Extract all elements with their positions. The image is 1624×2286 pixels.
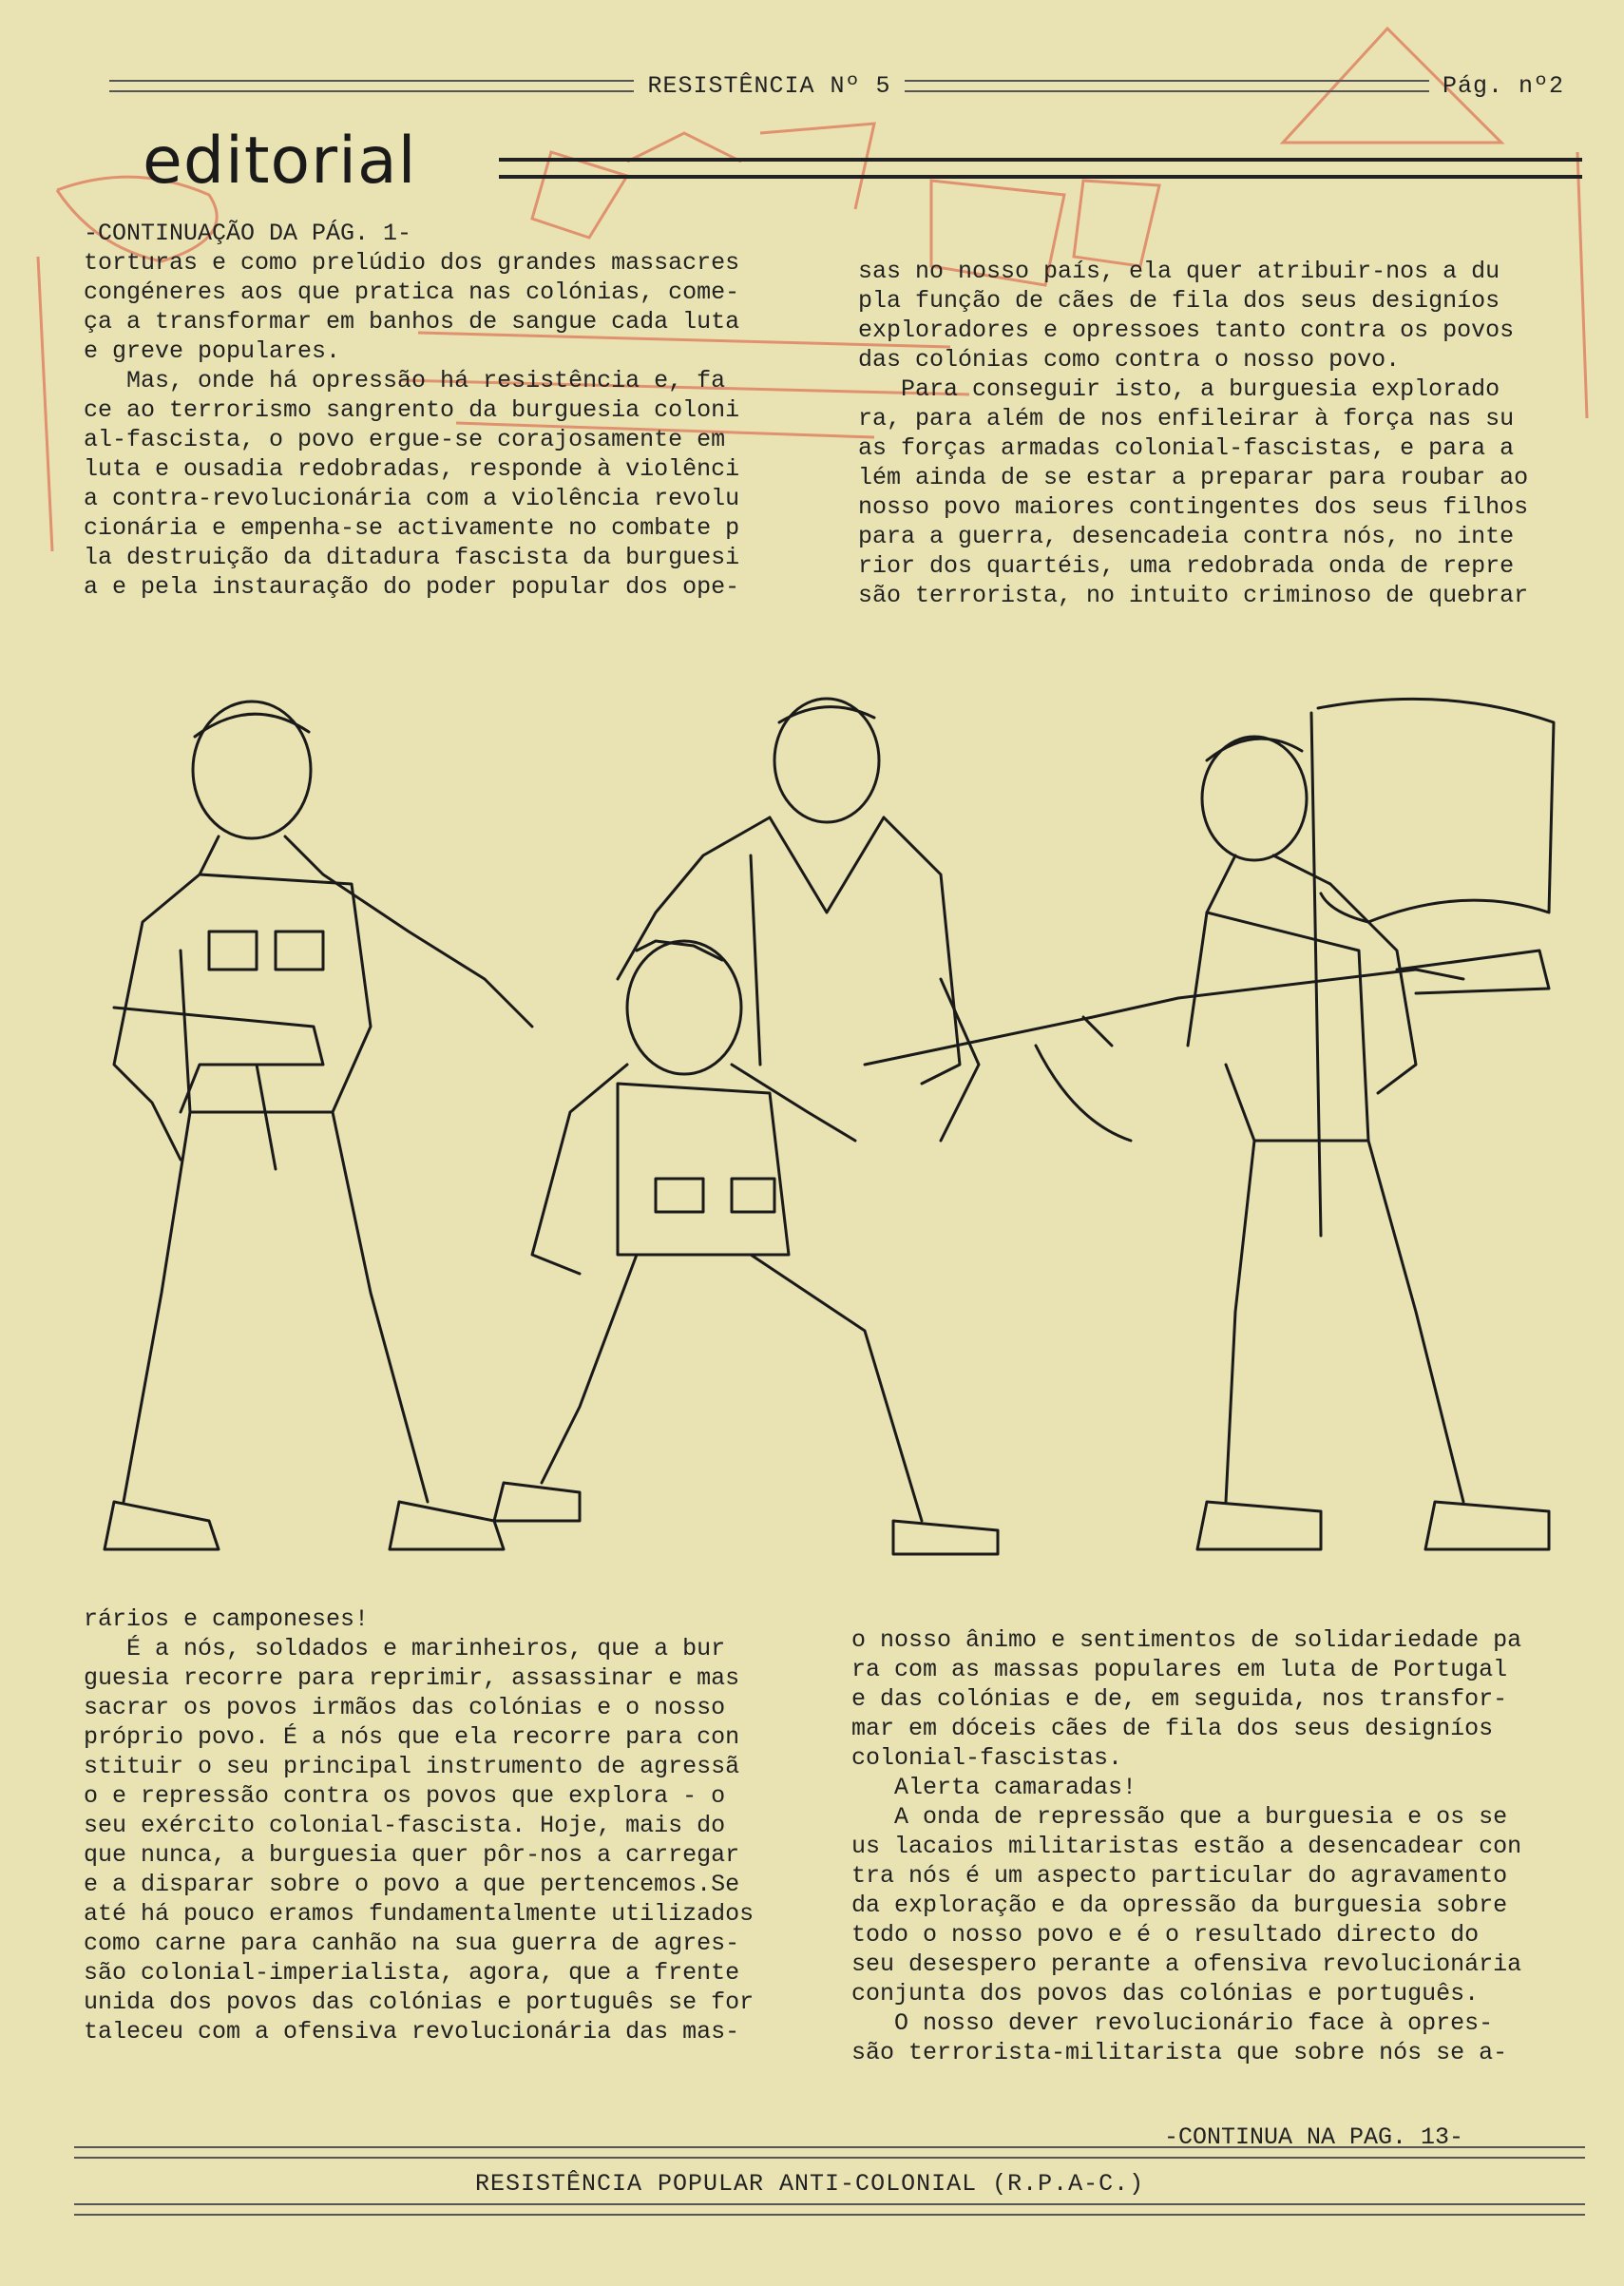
text-line: as forças armadas colonial-fascistas, e para a bbox=[858, 434, 1515, 462]
text-line: ra, para além de nos enfileirar à força nas su bbox=[858, 405, 1515, 432]
text-line: Para conseguir isto, a burguesia explorado bbox=[858, 375, 1500, 403]
text-line: e a disparar sobre o povo a que pertencemos.Se bbox=[84, 1871, 740, 1898]
text-line: lém ainda de se estar a preparar para roubar ao bbox=[858, 464, 1529, 491]
text-line: Mas, onde há opressão há resistência e, fa bbox=[84, 367, 726, 394]
text-line: ce ao terrorismo sangrento da burguesia coloni bbox=[84, 396, 740, 424]
text-line: o e repressão contra os povos que explora - o bbox=[84, 1782, 726, 1810]
text-line: ça a transformar em banhos de sangue cada luta bbox=[84, 308, 740, 336]
text-line: stituir o seu principal instrumento de agressã bbox=[84, 1753, 740, 1780]
text-line: a e pela instauração do poder popular dos ope- bbox=[84, 573, 740, 601]
text-line: seu exército colonial-fascista. Hoje, mais do bbox=[84, 1812, 726, 1839]
text-line: congéneres aos que pratica nas colónias, come- bbox=[84, 279, 740, 306]
text-column-bottom-right bbox=[851, 1625, 1521, 2067]
text-line: torturas e como prelúdio dos grandes massacres bbox=[84, 249, 740, 277]
text-line: pla função de cães de fila dos seus designíos bbox=[858, 287, 1500, 315]
section-title-rule bbox=[499, 158, 1582, 179]
text-line: são terrorista, no intuito criminoso de quebrar bbox=[858, 582, 1529, 609]
footer-rule-top bbox=[74, 2146, 1585, 2159]
footer-rule-bottom bbox=[74, 2203, 1585, 2216]
text-line: luta e ousadia redobradas, responde à violênci bbox=[84, 455, 740, 483]
header-rule-left bbox=[109, 80, 634, 92]
text-line: todo o nosso povo e é o resultado directo do bbox=[851, 1921, 1480, 1949]
text-line: nosso povo maiores contingentes dos seus filhos bbox=[858, 493, 1529, 521]
text-line: cionária e empenha-se activamente no combate p bbox=[84, 514, 740, 542]
header-rule-right bbox=[905, 80, 1429, 92]
text-line: A onda de repressão que a burguesia e os se bbox=[851, 1803, 1508, 1831]
continuation-note: -CONTINUA NA PAG. 13- bbox=[1164, 2123, 1464, 2151]
text-line: unida dos povos das colónias e português se for bbox=[84, 1988, 755, 2016]
footer-organization: RESISTÊNCIA POPULAR ANTI-COLONIAL (R.P.A-C.) bbox=[475, 2170, 1145, 2198]
text-line: das colónias como contra o nosso povo. bbox=[858, 346, 1401, 374]
text-line: para a guerra, desencadeia contra nós, no inte bbox=[858, 523, 1515, 550]
text-line: e das colónias e de, em seguida, nos transfor- bbox=[851, 1685, 1508, 1713]
text-line: como carne para canhão na sua guerra de agres- bbox=[84, 1930, 740, 1957]
text-line: seu desespero perante a ofensiva revolucionária bbox=[851, 1950, 1522, 1978]
text-line: sas no nosso país, ela quer atribuir-nos a du bbox=[858, 258, 1500, 285]
text-column-bottom-left bbox=[84, 1604, 754, 2046]
section-title: editorial bbox=[143, 124, 417, 199]
text-line: conjunta dos povos das colónias e português. bbox=[851, 1980, 1480, 2007]
text-line: É a nós, soldados e marinheiros, que a bur bbox=[84, 1635, 726, 1662]
text-line: la destruição da ditadura fascista da burguesi bbox=[84, 544, 740, 571]
text-line: al-fascista, o povo ergue-se corajosamente em bbox=[84, 426, 726, 453]
illustration-soldiers bbox=[86, 665, 1587, 1597]
text-line: próprio povo. É a nós que ela recorre para con bbox=[84, 1723, 740, 1751]
text-line: taleceu com a ofensiva revolucionária das mas- bbox=[84, 2018, 740, 2046]
text-line: guesia recorre para reprimir, assassinar e mas bbox=[84, 1664, 740, 1692]
text-line: da exploração e da opressão da burguesia sobre bbox=[851, 1892, 1508, 1919]
text-line: O nosso dever revolucionário face à opres- bbox=[851, 2009, 1494, 2037]
text-column-top-right bbox=[858, 257, 1528, 610]
text-line: a contra-revolucionária com a violência revolu bbox=[84, 485, 740, 512]
text-line: o nosso ânimo e sentimentos de solidariedade pa bbox=[851, 1626, 1522, 1654]
text-line: tra nós é um aspecto particular do agravamento bbox=[851, 1862, 1508, 1890]
text-line: e greve populares. bbox=[84, 337, 341, 365]
text-line: -CONTINUAÇÃO DA PÁG. 1- bbox=[84, 220, 412, 247]
text-line: são colonial-imperialista, agora, que a frente bbox=[84, 1959, 740, 1987]
text-line: ra com as massas populares em luta de Portugal bbox=[851, 1656, 1508, 1683]
page-header bbox=[109, 67, 1577, 105]
text-line: Alerta camaradas! bbox=[851, 1774, 1137, 1801]
text-line: exploradores e opressoes tanto contra os povos bbox=[858, 317, 1515, 344]
text-line: são terrorista-militarista que sobre nós se a- bbox=[851, 2039, 1508, 2066]
text-line: mar em dóceis cães de fila dos seus designíos bbox=[851, 1715, 1494, 1742]
text-line: que nunca, a burguesia quer pôr-nos a carregar bbox=[84, 1841, 740, 1869]
text-line: sacrar os povos irmãos das colónias e o nosso bbox=[84, 1694, 726, 1721]
text-line: colonial-fascistas. bbox=[851, 1744, 1123, 1772]
text-line: rários e camponeses! bbox=[84, 1605, 370, 1633]
text-column-top-left bbox=[84, 219, 739, 602]
text-line: rior dos quartéis, uma redobrada onda de repre bbox=[858, 552, 1515, 580]
issue-title: RESISTÊNCIA Nº 5 bbox=[647, 71, 891, 100]
text-line: até há pouco eramos fundamentalmente utilizados bbox=[84, 1900, 755, 1928]
page-number: Pág. nº2 bbox=[1442, 71, 1565, 100]
text-line: us lacaios militaristas estão a desencadear con bbox=[851, 1833, 1522, 1860]
